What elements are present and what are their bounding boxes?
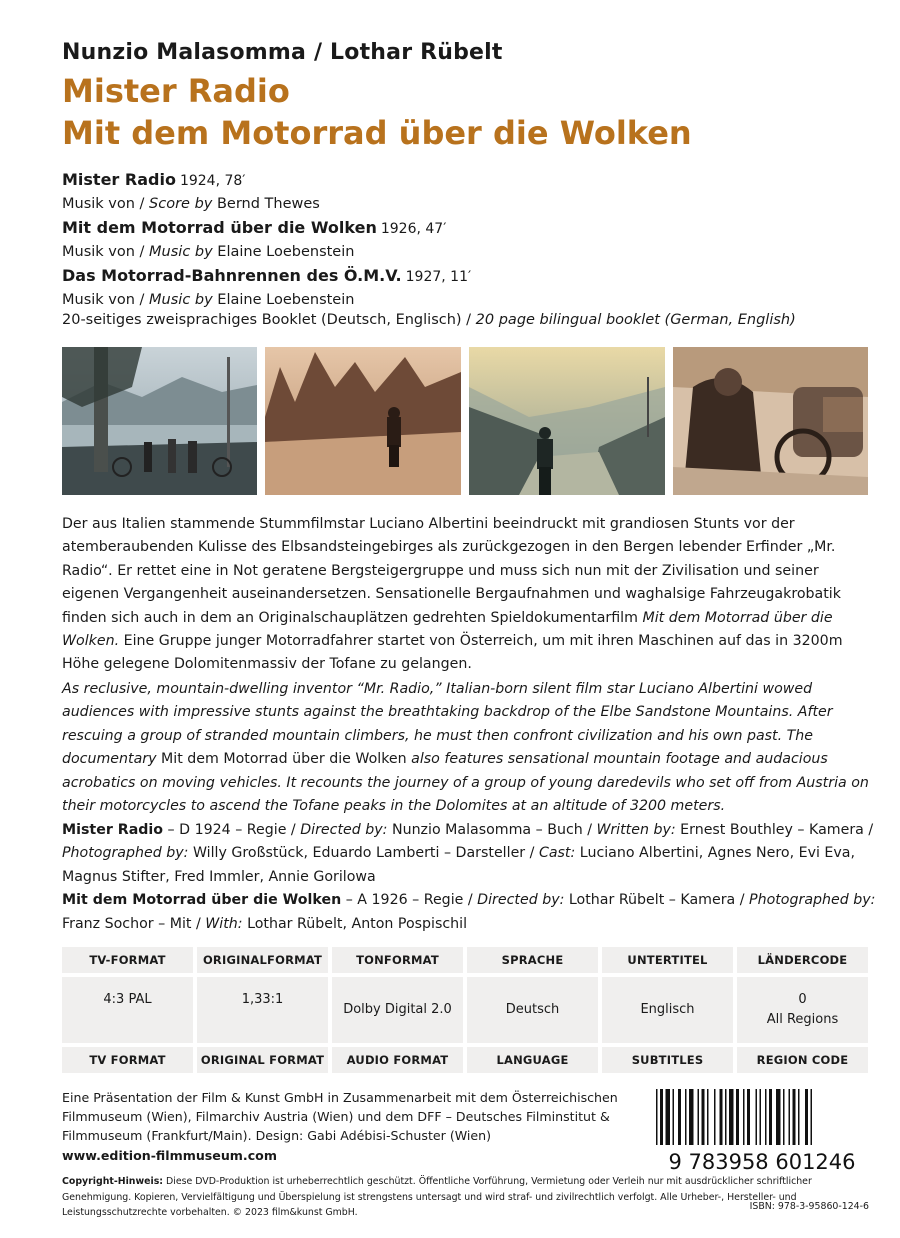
film-name: Das Motorrad-Bahnrennen des Ö.M.V. [62, 266, 402, 285]
film-music-2 [62, 241, 862, 264]
credits-film-2 [62, 889, 882, 936]
barcode-bar [707, 1089, 709, 1145]
film-list [62, 168, 862, 312]
film-still-mountain-rider [265, 347, 461, 495]
credits-text: Nunzio Malasomma – Buch / [387, 822, 597, 838]
credits-role: Photographed by: [749, 892, 876, 909]
tech-value: Deutsch [467, 977, 598, 1043]
barcode-bar [689, 1089, 694, 1145]
credits-text: Franz Sochor – Mit / [62, 915, 206, 932]
barcode-bar [760, 1089, 762, 1145]
tech-header: SPRACHE [467, 947, 598, 973]
presentation-note: Eine Präsentation der Film & Kunst GmbH in Zusammenarbeit mit dem Österreichischen Filmmuseum (Wien), Filmarchiv Austria (Wien) und dem DFF – Deutsches Filminstitut & Filmmuseum (Frankfurt/Main). Design: Gabi Adébisi-Schuster (Wien) [62, 1090, 618, 1143]
barcode-digits: 9 783958 601246 [668, 1150, 856, 1171]
barcode-bar [747, 1089, 750, 1145]
booklet-note [62, 312, 796, 328]
credits-role: Directed by: [477, 892, 565, 909]
music-en: Score by [149, 196, 213, 212]
film-meta: 1926, 47′ [380, 221, 447, 237]
credits-text: Lothar Rübelt, Anton Pospischil [242, 915, 468, 932]
barcode-bar [666, 1089, 671, 1145]
credits-block [62, 819, 882, 936]
barcode-bar [714, 1089, 716, 1145]
booklet-de: 20-seitiges zweisprachiges Booklet (Deutsch, Englisch) / [62, 312, 476, 328]
tech-header: TV FORMAT [62, 1047, 193, 1073]
film-still-forest-rider [469, 347, 665, 495]
credits-role: Photographed by: [62, 845, 189, 862]
credits-text: Luciano Albertini, Agnes Nero, Evi Eva, Magnus Stifter, Fred Immler, Annie Gorilowa [62, 845, 855, 885]
barcode-bar [678, 1089, 681, 1145]
film-title-1 [62, 168, 862, 193]
barcode [654, 1083, 870, 1171]
barcode-bar [702, 1089, 705, 1145]
barcode-bar [685, 1089, 687, 1145]
description-german [62, 513, 872, 677]
credits-title: Mister Radio [62, 822, 164, 838]
tech-header: TV-FORMAT [62, 947, 193, 973]
tech-value-region [737, 977, 868, 1043]
film-name: Mister Radio [62, 170, 176, 189]
tech-header: SUBTITLES [602, 1047, 733, 1073]
barcode-bar [811, 1089, 813, 1145]
barcode-bar [720, 1089, 723, 1145]
description-english [62, 678, 882, 818]
copyright-notice [62, 1174, 872, 1221]
credits-role: Written by: [596, 822, 676, 838]
region-label: All Regions [766, 1012, 839, 1027]
credits-role: Cast: [538, 845, 576, 862]
tech-value-row [62, 977, 868, 1043]
tech-value: Englisch [602, 977, 733, 1043]
composer: Elaine Loebenstein [212, 244, 355, 260]
composer: Bernd Thewes [212, 196, 320, 212]
tech-header-row-de [62, 947, 868, 973]
barcode-bar [756, 1089, 758, 1145]
barcode-bar [776, 1089, 781, 1145]
composer: Elaine Loebenstein [212, 292, 355, 308]
music-en: Music by [149, 244, 213, 260]
description-de-text-2: Eine Gruppe junger Motorradfahrer startet von Österreich, um mit ihren Maschinen auf das in 3200m Höhe gelegene Dolomitenmassiv der Tofane zu gelangen. [62, 633, 843, 673]
credits-text: Lothar Rübelt – Kamera / [564, 892, 750, 909]
barcode-bar [736, 1089, 739, 1145]
copyright-label: Copyright-Hinweis: [62, 1176, 164, 1187]
barcode-bar [660, 1089, 663, 1145]
credits-title: Mit dem Motorrad über die Wolken [62, 892, 342, 909]
barcode-bar [743, 1089, 745, 1145]
credits-text: Ernest Bouthley – Kamera / [675, 822, 874, 838]
tech-header: UNTERTITEL [602, 947, 733, 973]
tech-header: TONFORMAT [332, 947, 463, 973]
film-music-1 [62, 193, 862, 216]
credits-film-1 [62, 819, 882, 889]
barcode-bar [805, 1089, 808, 1145]
tech-value: Dolby Digital 2.0 [332, 977, 463, 1043]
film-music-3 [62, 289, 862, 312]
credits-text: – D 1924 – Regie / [163, 822, 301, 838]
description-de-text: Der aus Italien stammende Stummfilmstar Luciano Albertini beeindruckt mit grandiosen Stunts vor der atemberaubenden Kulisse des Elbsandsteingebirges als zurückgezogen in den Bergen lebender Erfinder „Mr. Radio“. Er rettet eine in Not geratene Bergsteigergruppe und muss sich nun mit der Zivilisation und seiner eigenen Vergangenheit auseinandersetzen. Sensationelle Bergaufnahmen und waghalsige Fahrzeugakrobatik finden sich auch in dem an Originalschauplätzen gedrehten Spieldokumentarfilm [62, 516, 841, 626]
credits-role: Directed by: [300, 822, 388, 838]
tech-header: LANGUAGE [467, 1047, 598, 1073]
film-still-mechanic [673, 347, 868, 495]
website-link[interactable]: www.edition-filmmuseum.com [62, 1148, 277, 1163]
film-title-3 [62, 264, 862, 289]
music-prefix: Musik von / [62, 244, 150, 260]
film-meta: 1927, 11′ [405, 269, 472, 285]
tech-header: ORIGINAL FORMAT [197, 1047, 328, 1073]
tech-specs-table [62, 947, 868, 1077]
tech-header: REGION CODE [737, 1047, 868, 1073]
music-prefix: Musik von / [62, 292, 150, 308]
barcode-bar [783, 1089, 785, 1145]
barcode-bar [789, 1089, 791, 1145]
music-en: Music by [149, 292, 213, 308]
title-line-2: Mit dem Motorrad über die Wolken [62, 114, 692, 152]
film-still-lake [62, 347, 257, 495]
description-en-text: As reclusive, mountain-dwelling inventor “Mr. Radio,” Italian-born silent film star Luciano Albertini wowed audiences with impressive stunts against the breathtaking backdrop of the Elbe Sandstone Mountains. After rescuing a group of stranded mountain climbers, he must then confront civilization and his own past. The documentary [62, 681, 833, 768]
description-en-film: Mit dem Motorrad über die Wolken [161, 751, 407, 768]
barcode-bar [798, 1089, 800, 1145]
directors-heading: Nunzio Malasomma / Lothar Rübelt [62, 40, 503, 65]
copyright-text: Diese DVD-Produktion ist urheberrechtlich geschützt. Öffentliche Vorführung, Vermietung oder Verleih nur mit ausdrücklicher schriftlicher Genehmigung. Kopieren, Vervielfältigung und Überspielung ist strengstens untersagt und wird straf- und zivilrechtlich verfolgt. Alle Urheber-, Hersteller- und Leistungsschutzrechte vorbehalten. © 2023 film&kunst GmbH. [62, 1176, 812, 1218]
barcode-bars [656, 1089, 812, 1145]
isbn-number: ISBN: 978-3-95860-124-6 [749, 1201, 869, 1212]
credits-text: Willy Großstück, Eduardo Lamberti – Darsteller / [188, 845, 539, 862]
description-de-film: Mit dem Motorrad über die Wolken. [62, 609, 833, 650]
tech-header: AUDIO FORMAT [332, 1047, 463, 1073]
barcode-bar [793, 1089, 796, 1145]
booklet-en: 20 page bilingual booklet (German, English) [475, 312, 796, 328]
credits-role: With: [205, 915, 243, 932]
barcode-bar [729, 1089, 734, 1145]
tech-value: 1,33:1 [197, 977, 328, 1043]
barcode-bar [698, 1089, 700, 1145]
music-prefix: Musik von / [62, 196, 150, 212]
description-en-text-2: also features sensational mountain footage and audacious acrobatics on moving vehicles. It recounts the journey of a group of young daredevils who set off from Austria on their motorcycles to ascend the Tofane peaks in the Dolomites at an altitude of 3200 meters. [62, 751, 869, 815]
barcode-bar [769, 1089, 772, 1145]
barcode-bar [656, 1089, 658, 1145]
barcode-bar [765, 1089, 767, 1145]
tech-header-row-en [62, 1047, 868, 1073]
tech-header: LÄNDERCODE [737, 947, 868, 973]
film-stills-strip [62, 347, 868, 495]
film-title-2 [62, 216, 862, 241]
title-line-1: Mister Radio [62, 72, 290, 110]
tech-header: ORIGINALFORMAT [197, 947, 328, 973]
tech-value: 4:3 PAL [62, 977, 193, 1043]
region-code: 0 [798, 992, 807, 1007]
credits-text: – A 1926 – Regie / [341, 892, 478, 909]
film-meta: 1924, 78′ [179, 173, 246, 189]
barcode-bar [673, 1089, 675, 1145]
film-name: Mit dem Motorrad über die Wolken [62, 218, 377, 237]
barcode-bar [725, 1089, 727, 1145]
